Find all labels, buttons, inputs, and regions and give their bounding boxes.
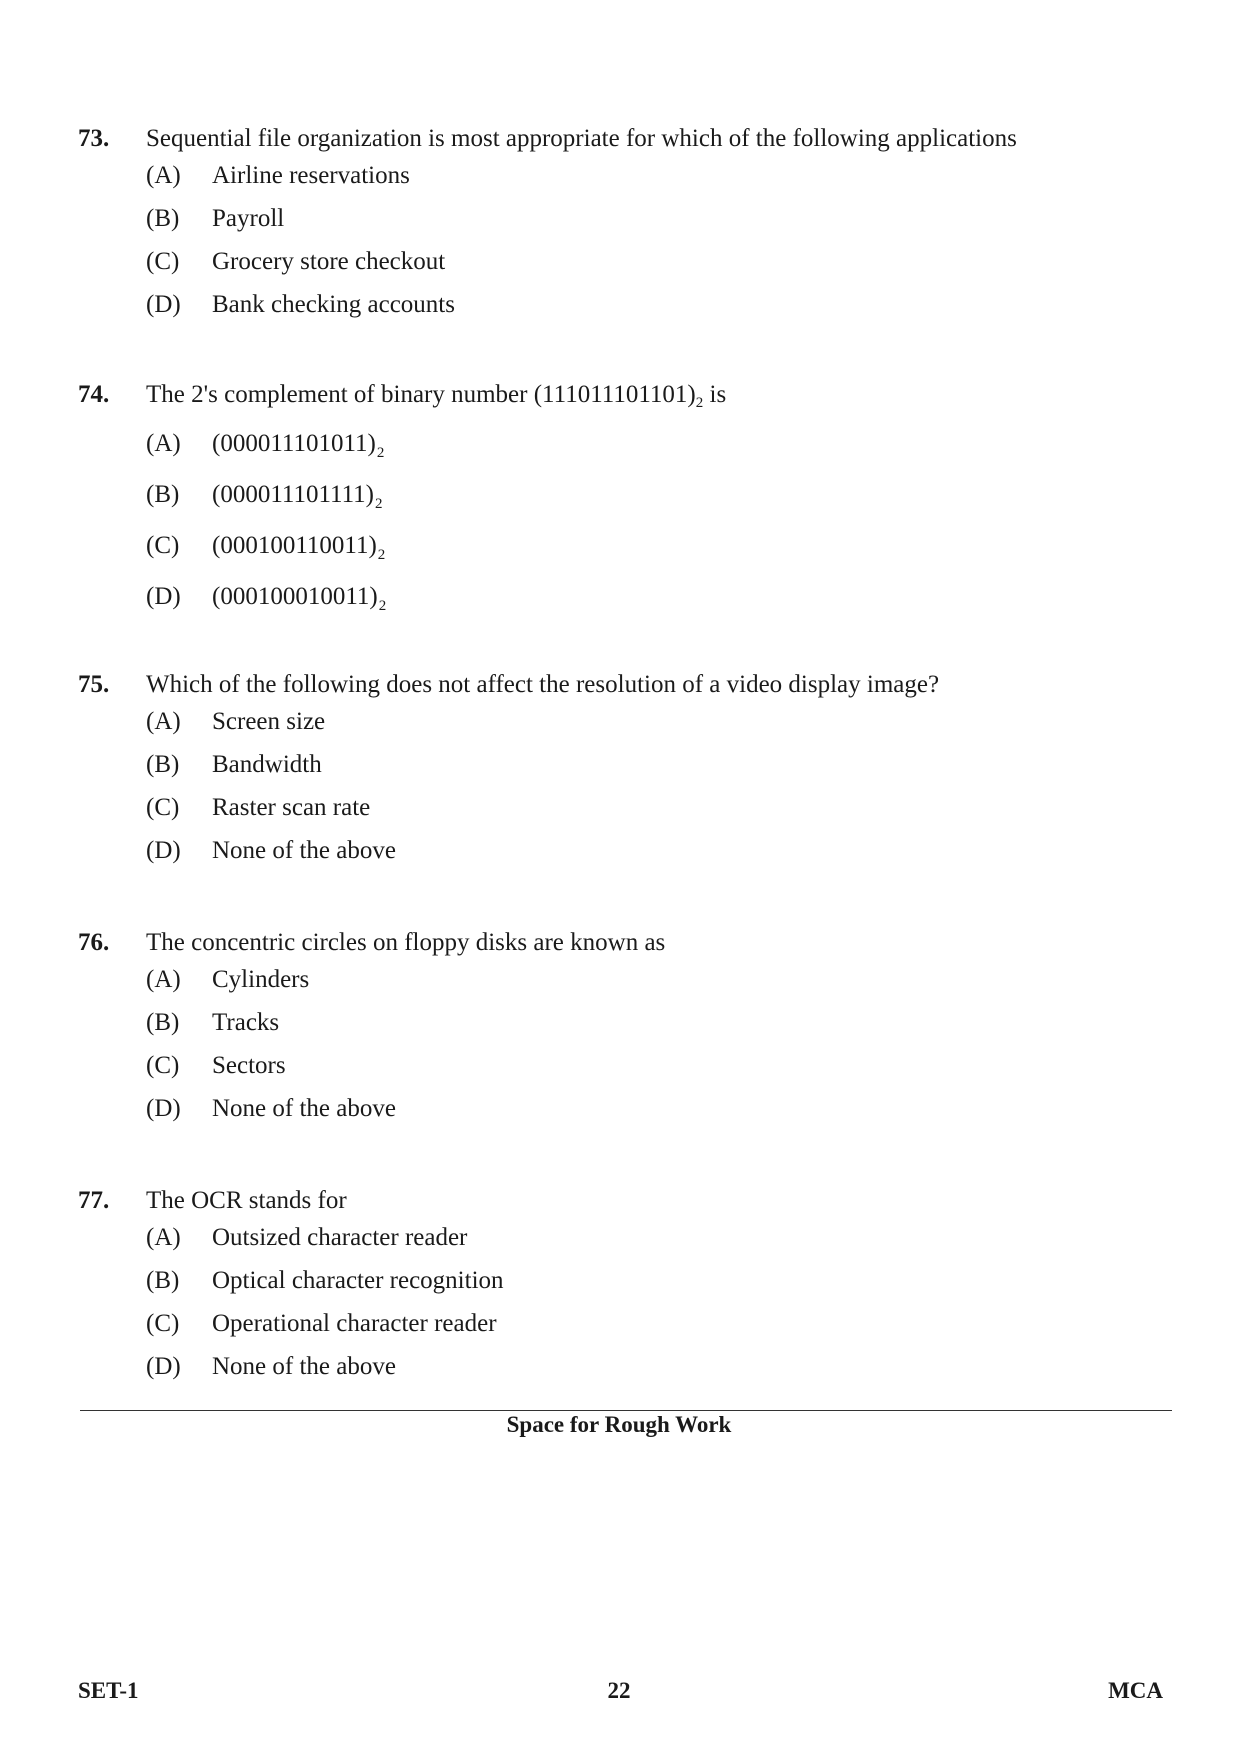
option-text: Airline reservations	[212, 162, 410, 189]
option-list	[146, 1216, 1158, 1388]
footer-course: MCA	[1108, 1678, 1163, 1703]
option-c	[146, 786, 1158, 829]
question-number: 75.	[78, 671, 110, 698]
option-d	[146, 1345, 1158, 1388]
subscript: 2	[375, 496, 383, 512]
question-stem	[78, 928, 1158, 958]
option-b	[146, 469, 1158, 520]
question-text-tail: is	[703, 381, 727, 408]
question-number: 74.	[78, 381, 110, 408]
option-text: Bandwidth	[212, 751, 322, 778]
option-letter: (C)	[146, 794, 180, 821]
option-letter: (C)	[146, 248, 180, 275]
question-text: Sequential file organization is most appropriate for which of the following applications	[146, 125, 1017, 152]
option-text: Payroll	[212, 205, 285, 232]
question-text: The concentric circles on floppy disks are known as	[146, 929, 666, 956]
option-d	[146, 283, 1158, 326]
question-stem	[78, 380, 1158, 418]
option-letter: (D)	[146, 837, 181, 864]
option-list	[146, 958, 1158, 1130]
option-text: Grocery store checkout	[212, 248, 446, 275]
option-c	[146, 240, 1158, 283]
footer-set-code: SET-1	[78, 1678, 139, 1703]
question-text-main: The 2's complement of binary number (111011101101)	[146, 381, 696, 408]
option-a	[146, 958, 1158, 1001]
option-letter: (B)	[146, 1267, 180, 1294]
option-text: Bank checking accounts	[212, 291, 455, 318]
option-text: Outsized character reader	[212, 1224, 468, 1251]
option-b	[146, 197, 1158, 240]
option-text: Sectors	[212, 1052, 286, 1079]
option-d	[146, 571, 1158, 622]
option-list	[146, 700, 1158, 872]
option-letter: (B)	[146, 481, 180, 508]
subscript: 2	[378, 598, 387, 614]
question-text: The OCR stands for	[146, 1187, 347, 1214]
footer-page-number: 22	[607, 1678, 631, 1703]
option-a	[146, 1216, 1158, 1259]
binary-value: (000011101111)	[212, 481, 375, 508]
option-letter: (B)	[146, 205, 180, 232]
option-letter: (B)	[146, 1009, 180, 1036]
question-number: 77.	[78, 1187, 110, 1214]
subscript: 2	[695, 395, 704, 411]
option-text: None of the above	[212, 837, 396, 864]
question-stem	[78, 670, 1158, 700]
option-letter: (A)	[146, 430, 181, 457]
option-c	[146, 1302, 1158, 1345]
option-letter: (A)	[146, 966, 181, 993]
option-a	[146, 154, 1158, 197]
question-73	[78, 124, 1158, 326]
option-d	[146, 829, 1158, 872]
binary-value: (000100010011)	[212, 583, 378, 610]
option-list	[146, 418, 1158, 622]
binary-value: (000011101011)	[212, 430, 376, 457]
option-letter: (B)	[146, 751, 180, 778]
option-letter: (C)	[146, 1310, 180, 1337]
option-text: None of the above	[212, 1353, 396, 1380]
option-letter: (D)	[146, 583, 181, 610]
question-75	[78, 670, 1158, 872]
option-b	[146, 743, 1158, 786]
option-c	[146, 520, 1158, 571]
option-a	[146, 418, 1158, 469]
rough-work-divider	[80, 1410, 1172, 1411]
option-text: Tracks	[212, 1009, 280, 1036]
question-number: 76.	[78, 929, 110, 956]
subscript: 2	[376, 445, 385, 461]
question-74	[78, 380, 1158, 622]
question-stem	[78, 124, 1158, 154]
option-b	[146, 1259, 1158, 1302]
option-letter: (D)	[146, 1095, 181, 1122]
option-letter: (A)	[146, 708, 181, 735]
option-letter: (D)	[146, 291, 181, 318]
question-stem	[78, 1186, 1158, 1216]
option-list	[146, 154, 1158, 326]
question-text: Which of the following does not affect the resolution of a video display image?	[146, 671, 940, 698]
rough-work-heading: Space for Rough Work	[506, 1412, 732, 1437]
option-letter: (D)	[146, 1353, 181, 1380]
question-76	[78, 928, 1158, 1130]
option-text: Cylinders	[212, 966, 310, 993]
binary-value: (000100110011)	[212, 532, 377, 559]
question-77	[78, 1186, 1158, 1388]
subscript: 2	[377, 547, 386, 563]
option-text: Screen size	[212, 708, 326, 735]
option-text: Operational character reader	[212, 1310, 497, 1337]
option-text: Raster scan rate	[212, 794, 371, 821]
question-number: 73.	[78, 125, 110, 152]
option-letter: (C)	[146, 1052, 180, 1079]
option-letter: (A)	[146, 1224, 181, 1251]
option-d	[146, 1087, 1158, 1130]
question-text	[146, 380, 1158, 418]
option-c	[146, 1044, 1158, 1087]
option-text: None of the above	[212, 1095, 396, 1122]
option-a	[146, 700, 1158, 743]
option-text: Optical character recognition	[212, 1267, 504, 1294]
option-text	[212, 571, 386, 632]
option-b	[146, 1001, 1158, 1044]
option-letter: (C)	[146, 532, 180, 559]
option-letter: (A)	[146, 162, 181, 189]
